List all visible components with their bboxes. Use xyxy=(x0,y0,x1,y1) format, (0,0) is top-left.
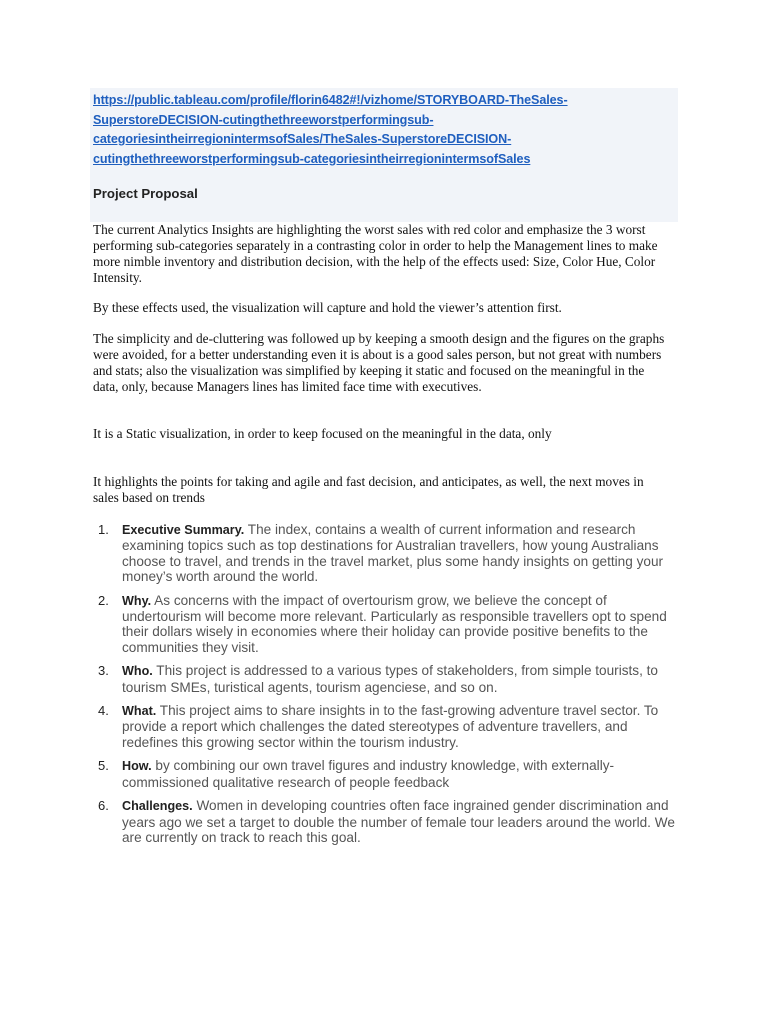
list-item xyxy=(98,758,678,790)
list-item-text: This project aims to share insights in to the fast-growing adventure travel sector. To provide a report which challenges the dated stereotypes of adventure travellers, and redefines this growing sector within the tourism industry. xyxy=(122,703,659,750)
paragraph-analytics-insights: The current Analytics Insights are highlighting the worst sales with red color and emphasize the 3 worst performing sub-categories separately in a contrasting color in order to help the Management lines to make more nimble inventory and distribution decision, with the help of the effects used: Size, Color Hue, Color Intensity. xyxy=(93,222,658,285)
list-number: 1. xyxy=(98,522,109,537)
list-item-body xyxy=(122,758,678,790)
list-item-text: Women in developing countries often face ingrained gender discrimination and years ago we set a target to double the number of female tour leaders around the world. We are currently on track to reach this goal. xyxy=(122,798,675,845)
paragraph-static: It is a Static visualization, in order to keep focused on the meaningful in the data, only xyxy=(93,426,552,441)
list-item-body xyxy=(122,703,678,750)
proposal-title: Project Proposal xyxy=(93,186,198,201)
list-item xyxy=(98,522,678,585)
list-item-text: by combining our own travel figures and industry knowledge, with externally-commissioned qualitative research of people feedback xyxy=(122,758,615,790)
list-item-text: The index, contains a wealth of current information and research examining topics such as top destinations for Australian travellers, how young Australians choose to travel, and trends in the travel market, plus some handy insights on getting your money’s worth around the world. xyxy=(122,522,664,585)
list-item-heading: Executive Summary. xyxy=(122,523,245,537)
list-number: 6. xyxy=(98,798,109,814)
list-item xyxy=(98,798,678,845)
list-item-text: As concerns with the impact of overtourism grow, we believe the concept of undertourism will become more relevant. Particularly as responsible travellers opt to spend their dollars wisely in economies where their holiday can provide positive benefits to the communities they visit. xyxy=(122,592,667,655)
list-item-body xyxy=(122,522,678,585)
list-item-heading: Who. xyxy=(122,664,153,679)
link-line[interactable]: categoriesintheirregionintermsofSales/TheSales-SuperstoreDECISION- xyxy=(93,132,512,146)
list-item-text: This project is addressed to a various types of stakeholders, from simple tourists, to tourism SMEs, turistical agents, tourism agenciese, and so on. xyxy=(122,663,658,695)
paragraph-highlights: It highlights the points for taking and agile and fast decision, and anticipates, as well, the next moves in sales based on trends xyxy=(93,474,644,505)
list-number: 5. xyxy=(98,758,109,774)
list-item-body xyxy=(122,593,678,656)
paragraph-simplicity: The simplicity and de-cluttering was followed up by keeping a smooth design and the figures on the graphs were avoided, for a better understanding even it is about is a good sales person, but not great with numbers and stats; also the visualization was simplified by keeping it static and focused on the meaningful in the data, only, because Managers lines has limited face time with executives. xyxy=(93,331,665,394)
numbered-list xyxy=(98,522,678,853)
link-line[interactable]: SuperstoreDECISION-cutingthethreeworstperformingsub- xyxy=(93,112,434,127)
list-item xyxy=(98,703,678,750)
list-number: 4. xyxy=(98,703,109,719)
list-item-heading: What. xyxy=(122,704,157,719)
list-number: 3. xyxy=(98,663,109,679)
list-item-body xyxy=(122,663,678,695)
tableau-link[interactable] xyxy=(93,91,677,169)
list-item xyxy=(98,663,678,695)
list-item-heading: Challenges. xyxy=(122,799,193,814)
list-item xyxy=(98,593,678,656)
list-item-body xyxy=(122,798,678,845)
link-line[interactable]: cutingthethreeworstperformingsub-categoriesintheirregionintermsofSales xyxy=(93,151,531,166)
list-number: 2. xyxy=(98,592,109,608)
list-item-heading: Why. xyxy=(122,593,152,608)
paragraph-effects: By these effects used, the visualization will capture and hold the viewer’s attention first. xyxy=(93,300,562,315)
link-line[interactable]: https://public.tableau.com/profile/florin6482#!/vizhome/STORYBOARD-TheSales- xyxy=(93,93,568,107)
list-item-heading: How. xyxy=(122,759,152,774)
